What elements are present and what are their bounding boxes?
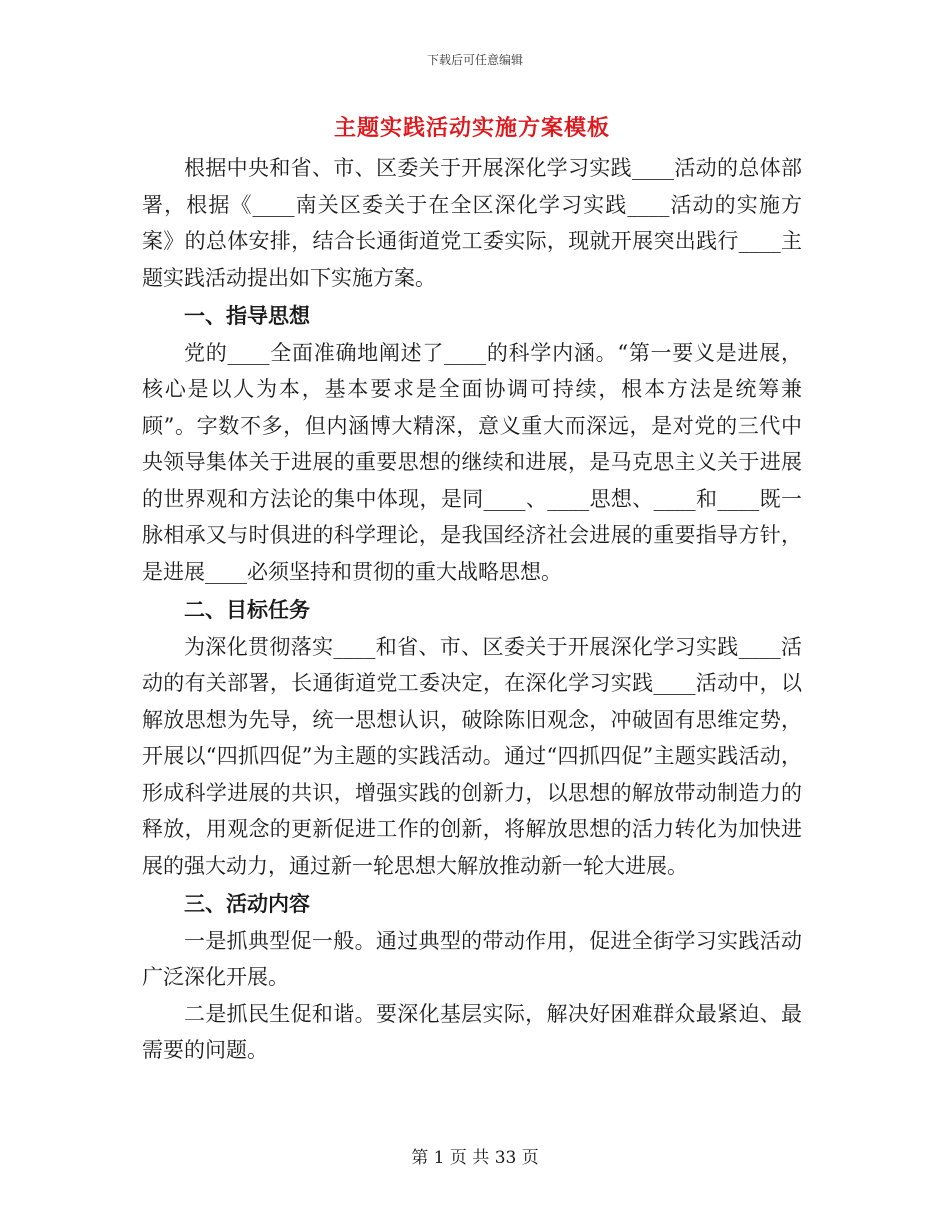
intro-paragraph: 根据中央和省、市、区委关于开展深化学习实践____活动的总体部署，根据《____南关区委关于在全区深化学习实践____活动的实施方案》的总体安排，结合长通街道党工委实际，现就开展突出践行____主题实践活动提出如下实施方案。	[142, 156, 802, 290]
page-number: 第 1 页 共 33 页	[411, 1148, 539, 1168]
section-paragraph: 二是抓民生促和谐。要深化基层实际，解决好困难群众最紧迫、最需要的问题。	[142, 1001, 802, 1062]
section-heading-goals: 二、目标任务	[184, 597, 310, 622]
section-heading-activities: 三、活动内容	[184, 891, 310, 916]
document-body	[142, 108, 802, 1069]
section-paragraph: 为深化贯彻落实____和省、市、区委关于开展深化学习实践____活动的有关部署，长通街道党工委决定，在深化学习实践____活动中，以解放思想为先导，统一思想认识，破除陈旧观念，冲破固有思维定势，开展以“四抓四促”为主题的实践活动。通过“四抓四促”主题实践活动，形成科学进展的共识，增强实践的创新力，以思想的解放带动制造力的释放，用观念的更新促进工作的创新，将解放思想的活力转化为加快进展的强大动力，通过新一轮思想大解放推动新一轮大进展。	[142, 634, 802, 878]
section-heading-guiding-thought: 一、指导思想	[184, 303, 310, 328]
document-title: 主题实践活动实施方案模板	[333, 115, 610, 141]
page-header-note: 下载后可任意编辑	[426, 53, 523, 67]
section-paragraph: 党的____全面准确地阐述了____的科学内涵。“第一要义是进展，核心是以人为本，基本要求是全面协调可持续，根本方法是统筹兼顾”。字数不多，但内涵博大精深，意义重大而深远，是对党的三代中央领导集体关于进展的重要思想的继续和进展，是马克思主义关于进展的世界观和方法论的集中体现，是同____、____思想、____和____既一脉相承又与时俱进的科学理论，是我国经济社会进展的重要指导方针，是进展____必须坚持和贯彻的重大战略思想。	[142, 340, 802, 584]
section-paragraph: 一是抓典型促一般。通过典型的带动作用，促进全街学习实践活动广泛深化开展。	[142, 928, 802, 989]
